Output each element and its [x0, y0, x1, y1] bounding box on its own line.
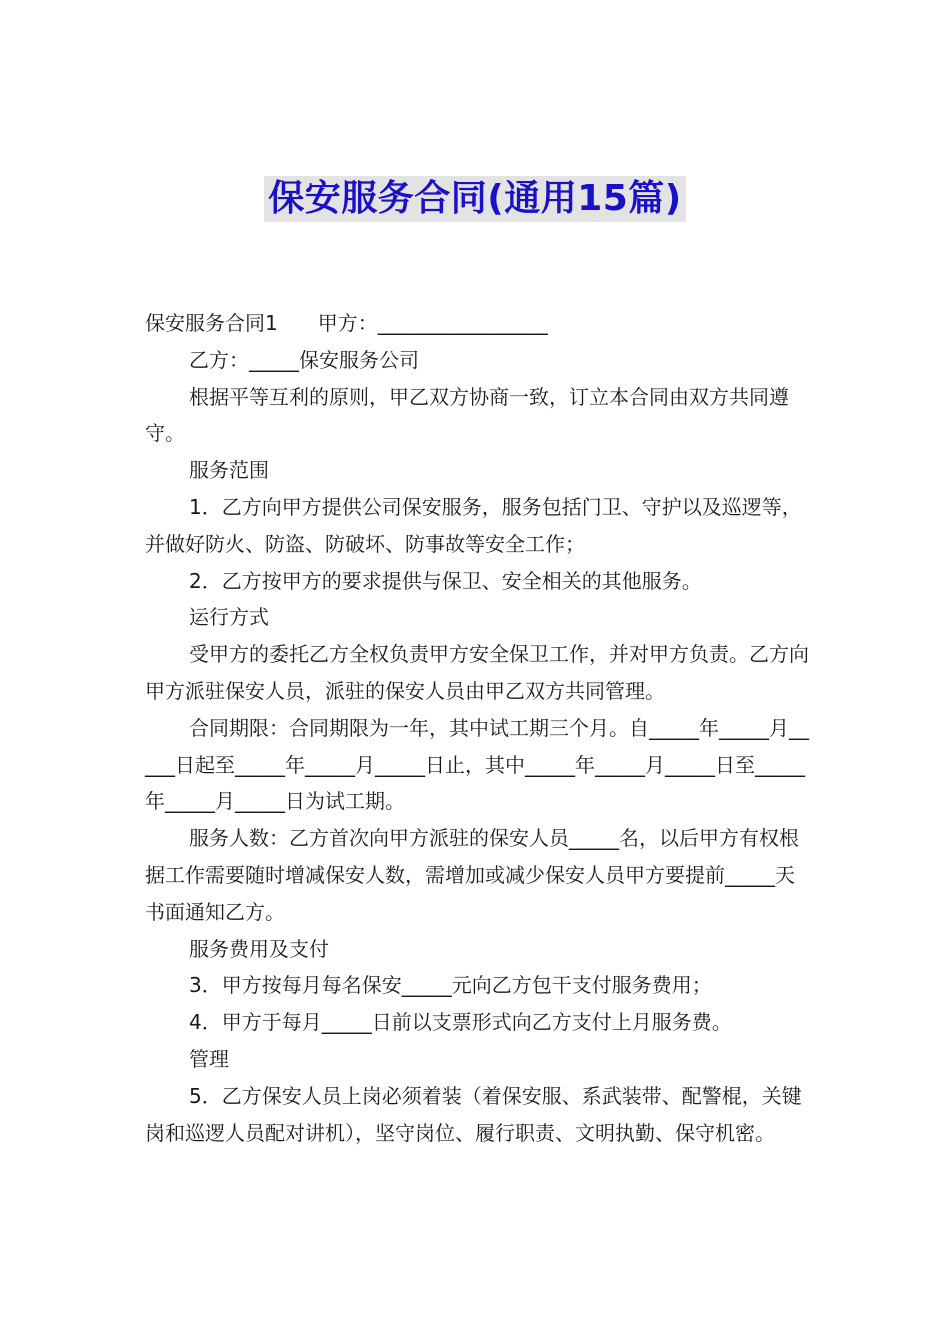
contract-heading: 保安服务合同1 — [145, 311, 278, 335]
document-body — [145, 305, 813, 1151]
paragraph-headcount: 服务人数：乙方首次向甲方派驻的保安人员_____名，以后甲方有权根据工作需要随时增减保安人数，需增加或减少保安人员甲方要提前_____天书面通知乙方。 — [145, 826, 799, 924]
paragraph-clause-3: 3．甲方按每月每名保安_____元向乙方包干支付服务费用； — [189, 973, 712, 998]
paragraph-clause-2: 2．乙方按甲方的要求提供与保卫、安全相关的其他服务。 — [189, 568, 702, 593]
document-title: 保安服务合同(通用15篇) — [264, 176, 686, 222]
section-heading-scope: 服务范围 — [189, 458, 269, 483]
paragraph-clause-1: 1．乙方向甲方提供公司保安服务，服务包括门卫、守护以及巡逻等，并做好防火、防盗、防破坏、防事故等安全工作； — [145, 494, 802, 556]
paragraph-first-line — [145, 305, 813, 342]
section-heading-operation: 运行方式 — [189, 605, 269, 630]
paragraph-operation: 受甲方的委托乙方全权负责甲方安全保卫工作，并对甲方负责。乙方向甲方派驻保安人员，派驻的保安人员由甲乙双方共同管理。 — [145, 642, 809, 703]
paragraph-clause-5: 5．乙方保安人员上岗必须着装（着保安服、系武装带、配警棍，关键岗和巡逻人员配对讲机），坚守岗位、履行职责、文明执勤、保守机密。 — [145, 1083, 802, 1145]
title-area — [0, 176, 950, 222]
party-a-field: 甲方：_________________ — [317, 311, 548, 335]
section-heading-fees: 服务费用及支付 — [189, 936, 329, 961]
paragraph-clause-4: 4．甲方于每月_____日前以支票形式向乙方支付上月服务费。 — [189, 1010, 732, 1035]
paragraph-party-b: 乙方：_____保安服务公司 — [189, 347, 419, 372]
section-heading-management: 管理 — [189, 1046, 229, 1071]
paragraph-term: 合同期限：合同期限为一年，其中试工期三个月。自_____年_____月_____日起至_____年_____月_____日止，其中_____年_____月_____日至_____年_____月_____日为试工期。 — [145, 715, 809, 814]
paragraph-principle: 根据平等互利的原则，甲乙双方协商一致，订立本合同由双方共同遵守。 — [145, 384, 789, 446]
